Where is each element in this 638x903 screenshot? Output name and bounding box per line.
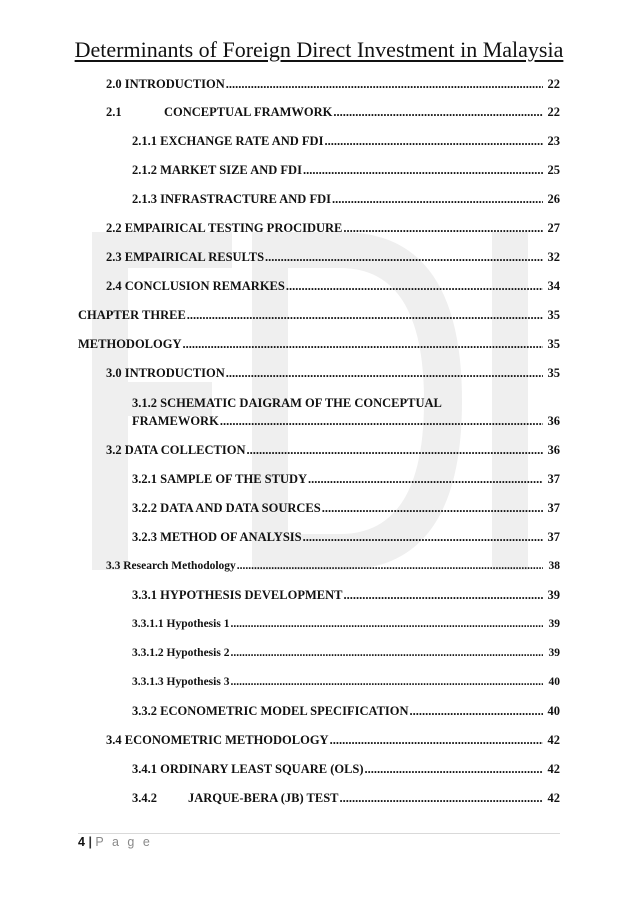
toc-entry[interactable]: 2.1.2 MARKET SIZE AND FDI ..... 25 bbox=[0, 162, 638, 184]
toc-entry[interactable]: 3.4.1 ORDINARY LEAST SQUARE (OLS) ..... 42 bbox=[0, 761, 638, 783]
toc-entry[interactable]: 3.3.1.1 Hypothesis 1 ..... 39 bbox=[0, 616, 638, 638]
toc-entry[interactable]: 3.2.1 SAMPLE OF THE STUDY ..... 37 bbox=[0, 471, 638, 493]
page-word: P a g e bbox=[95, 835, 153, 849]
toc-entry[interactable]: 2.1.1 EXCHANGE RATE AND FDI ..... 23 bbox=[0, 133, 638, 155]
page-number: 4 bbox=[78, 835, 85, 849]
toc-entry[interactable]: 3.3 Research Methodology ..... 38 bbox=[0, 558, 638, 580]
toc-entry[interactable]: CHAPTER THREE ..... 35 bbox=[0, 307, 638, 329]
toc-entry[interactable]: 3.3.1.3 Hypothesis 3 ..... 40 bbox=[0, 674, 638, 696]
toc-entry[interactable]: 3.3.1.2 Hypothesis 2 ..... 39 bbox=[0, 645, 638, 667]
toc-entry[interactable]: 3.2.3 METHOD OF ANALYSIS ..... 37 bbox=[0, 529, 638, 551]
toc-entry[interactable]: 2.3 EMPAIRICAL RESULTS ..... 32 bbox=[0, 249, 638, 271]
toc-entry[interactable]: 3.4.2 JARQUE-BERA (JB) TEST ..... 42 bbox=[0, 790, 638, 812]
toc-entry[interactable]: 3.3.2 ECONOMETRIC MODEL SPECIFICATION ..... 40 bbox=[0, 703, 638, 725]
document-title: Determinants of Foreign Direct Investment in Malaysia bbox=[74, 37, 564, 62]
toc-entry[interactable]: 2.2 EMPAIRICAL TESTING PROCIDURE ..... 27 bbox=[0, 220, 638, 242]
toc-entry[interactable]: 3.0 INTRODUCTION ..... 35 bbox=[0, 365, 638, 387]
toc-entry[interactable]: METHODOLOGY ..... 35 bbox=[0, 336, 638, 358]
toc-entry[interactable]: 3.4 ECONOMETRIC METHODOLOGY ..... 42 bbox=[0, 732, 638, 754]
toc-entry[interactable]: 3.3.1 HYPOTHESIS DEVELOPMENT ..... 39 bbox=[0, 587, 638, 609]
footer-separator: | bbox=[88, 835, 92, 849]
toc-entry[interactable]: 3.2 DATA COLLECTION ..... 36 bbox=[0, 442, 638, 464]
toc-entry[interactable]: 3.2.2 DATA AND DATA SOURCES ..... 37 bbox=[0, 500, 638, 522]
toc-entry[interactable]: 2.1 CONCEPTUAL FRAMWORK ..... 22 bbox=[0, 104, 638, 126]
section-number: 3.4.2 bbox=[132, 791, 157, 805]
toc-entry[interactable]: 3.1.2 SCHEMATIC DAIGRAM OF THE CONCEPTUAL FRAMEWORK ..... 36 bbox=[0, 395, 638, 433]
toc-entry[interactable]: 2.0 INTRODUCTION ..... 22 bbox=[0, 76, 638, 98]
toc-entry[interactable]: 2.4 CONCLUSION REMARKES ..... 34 bbox=[0, 278, 638, 300]
section-number: 2.1 bbox=[106, 105, 122, 119]
toc-entry[interactable]: 2.1.3 INFRASTRACTURE AND FDI ..... 26 bbox=[0, 191, 638, 213]
